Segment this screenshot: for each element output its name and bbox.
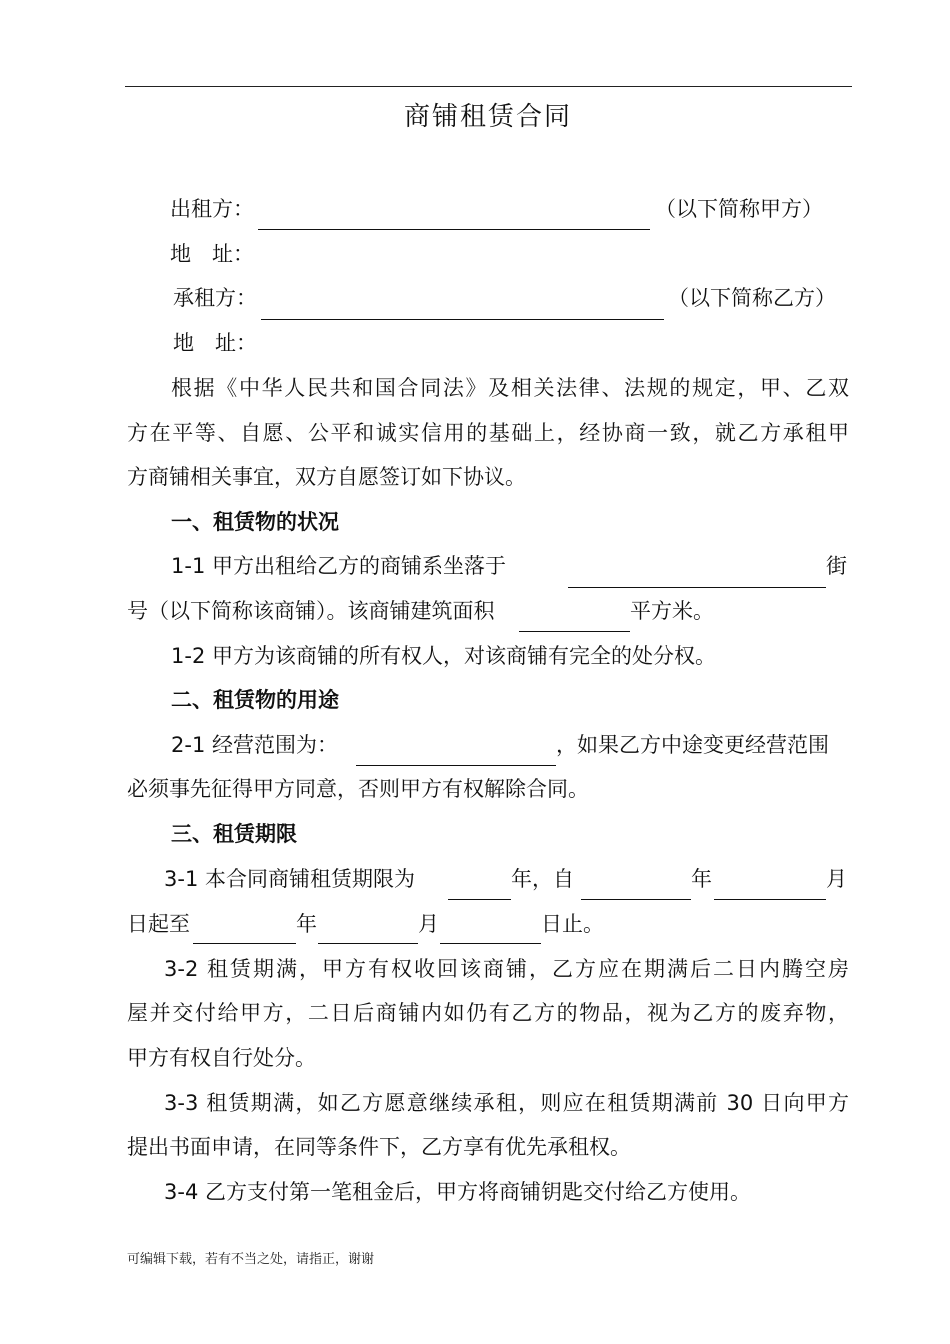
business-scope-blank[interactable] — [356, 765, 556, 766]
clause-1-1-cont: 号（以下简称该商铺）。该商铺建筑面积 — [127, 599, 495, 623]
section-3-heading: 三、租赁期限 — [171, 822, 297, 846]
preamble-line-2: 方在平等、自愿、公平和诚实信用的基础上，经协商一致，就乙方承租甲 — [127, 421, 849, 445]
clause-1-1-street: 街 — [826, 554, 847, 578]
clause-1-1-unit: 平方米。 — [630, 599, 714, 623]
street-blank[interactable] — [568, 587, 826, 588]
clause-3-1-year: 年 — [691, 867, 712, 891]
start-month-blank[interactable] — [714, 899, 826, 900]
section-1-heading: 一、租赁物的状况 — [171, 510, 339, 534]
address2-label: 地 址： — [173, 331, 257, 355]
lessee-blank[interactable] — [261, 319, 664, 320]
lessee-label: 承租方： — [173, 286, 257, 310]
clause-2-1-line-2: 必须事先征得甲方同意，否则甲方有权解除合同。 — [127, 777, 589, 801]
lessee-suffix: （以下简称乙方） — [668, 286, 836, 310]
clause-3-3-line-1: 3-3 租赁期满，如乙方愿意继续承租，则应在租赁期满前 30 日向甲方 — [164, 1091, 849, 1115]
clause-3-1-end: 日止。 — [541, 912, 604, 936]
clause-3-1-end-month: 月 — [418, 912, 439, 936]
end-day-blank[interactable] — [440, 943, 541, 944]
footer-note: 可编辑下载，若有不当之处，请指正，谢谢 — [127, 1252, 375, 1267]
clause-2-1-text: 2-1 经营范围为： — [171, 733, 338, 757]
section-2-heading: 二、租赁物的用途 — [171, 688, 339, 712]
lessor-blank[interactable] — [258, 229, 650, 230]
clause-2-1-cont: ，如果乙方中途变更经营范围 — [556, 733, 829, 757]
preamble-line-3: 方商铺相关事宜，双方自愿签订如下协议。 — [127, 465, 526, 489]
area-blank[interactable] — [519, 631, 630, 632]
clause-1-1-text: 1-1 甲方出租给乙方的商铺系坐落于 — [171, 554, 506, 578]
clause-3-2-line-2: 屋并交付给甲方，二日后商铺内如仍有乙方的物品，视为乙方的废弃物， — [127, 1001, 849, 1025]
clause-3-2-line-1: 3-2 租赁期满，甲方有权收回该商铺，乙方应在期满后二日内腾空房 — [164, 957, 849, 981]
end-month-blank[interactable] — [318, 943, 418, 944]
lessor-label: 出租方： — [170, 197, 254, 221]
clause-3-4: 3-4 乙方支付第一笔租金后，甲方将商铺钥匙交付给乙方使用。 — [164, 1180, 751, 1204]
header-rule — [125, 86, 852, 87]
clause-3-1-end-year: 年 — [296, 912, 317, 936]
preamble-line-1: 根据《中华人民共和国合同法》及相关法律、法规的规定，甲、乙双 — [171, 376, 849, 400]
document-title: 商铺租赁合同 — [403, 102, 572, 132]
address1-label: 地 址： — [170, 242, 254, 266]
clause-3-1-text: 3-1 本合同商铺租赁期限为 — [164, 867, 415, 891]
clause-3-3-line-2: 提出书面申请，在同等条件下，乙方享有优先承租权。 — [127, 1135, 631, 1159]
clause-3-1-until: 日起至 — [127, 912, 190, 936]
clause-3-1-from: 年，自 — [511, 867, 574, 891]
clause-1-2: 1-2 甲方为该商铺的所有权人，对该商铺有完全的处分权。 — [171, 644, 716, 668]
start-year-blank[interactable] — [581, 899, 691, 900]
clause-3-2-line-3: 甲方有权自行处分。 — [127, 1046, 316, 1070]
term-years-blank[interactable] — [448, 899, 511, 900]
clause-3-1-month: 月 — [826, 867, 847, 891]
lessor-suffix: （以下简称甲方） — [655, 197, 823, 221]
end-year-blank[interactable] — [193, 943, 296, 944]
